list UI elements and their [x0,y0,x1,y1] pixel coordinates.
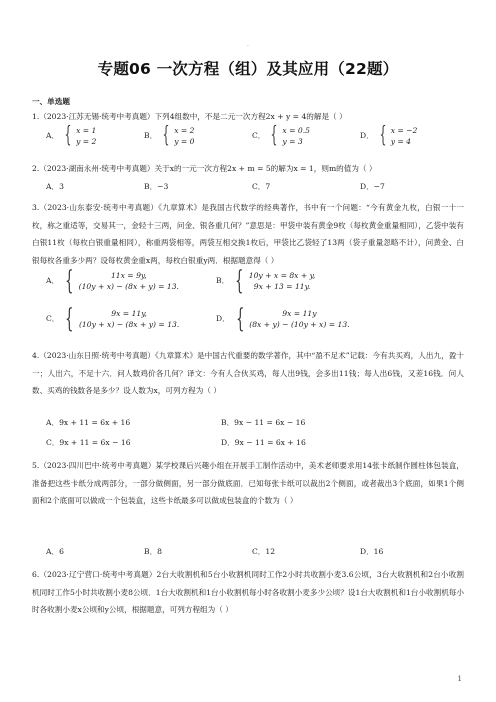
question-4-options-cd [46,436,466,450]
q3-option-d [216,306,396,332]
q1-b-line2: y = 0 [174,137,195,146]
brace-icon: { [270,123,278,148]
brace-icon: { [235,304,245,334]
brace-icon: { [64,123,72,148]
q4-option-c: C．9x + 11 = 6x − 16 [46,438,131,447]
q1-option-b-label: B． [144,131,158,140]
q3-option-b [216,268,396,294]
q1-a-line2: y = 2 [76,137,97,146]
q5-option-b: B．8 [144,547,163,556]
q2-option-c: C．7 [252,182,271,191]
page-number: 1 [457,675,462,683]
q3-d-line2: (8x + y) − (10y + x) = 13. [249,320,350,329]
q3-b-line2: 9x + 13 = 11y. [253,282,311,291]
q4-option-d: D．9x − 11 = 6x + 16 [221,438,306,447]
q1-option-c [252,125,360,147]
q3-d-line1: 9x = 11y [282,309,317,318]
q3-option-d-label: D． [216,314,230,323]
q3-option-c-label: C． [46,314,60,323]
brace-icon: { [379,123,387,148]
q3-a-line1: 11x = 9y, [110,271,147,280]
q5-option-c: C．12 [252,547,276,556]
q3-b-line1: 10y + x = 8x + y, [248,271,316,280]
page-title: 专题06 一次方程（组）及其应用（22题） [97,60,399,78]
q1-d-line2: y = 4 [390,137,411,146]
question-5-options [46,545,466,559]
q2-option-b: B．−3 [144,182,169,191]
q3-option-c [46,306,216,332]
q1-option-d [360,125,460,147]
question-6-stem: 6.（2023·辽宁营口·统考中考真题）2台大收割机和5台小收割机同时工作2小时共收割小麦3.6公顷，3台大收割机和2台小收割机同时工作5小时共收割小麦8公顷．1台大收割机和1台小收割机每小时各收割小麦多少公顷？设1台大收割机和1台小收割机每小时各收割小麦x公顷和y公顷，根据题意，可列方程组为（ ） [32,570,464,614]
q1-c-line1: x = 0.5 [282,126,310,135]
brace-icon: { [162,123,170,148]
question-4-options-ab [46,416,466,430]
section-heading: 一、单选题 [32,97,70,106]
header-mark: · [247,43,249,50]
q4-option-a: A．9x + 11 = 6x + 16 [46,418,131,427]
q1-d-line1: x = −2 [390,126,418,135]
question-2-stem: 2.（2023·湖南永州·统考中考真题）关于x的一元一次方程2x + m = 5的解为x = 1，则m的值为（ ） [32,164,377,173]
q3-a-line2: (10y + x) − (8x + y) = 13. [78,282,179,291]
q3-option-a-label: A． [46,276,60,285]
q1-option-a-label: A． [46,131,60,140]
q3-c-line1: 9x = 11y, [111,309,147,318]
q3-option-a [46,268,216,294]
q3-option-b-label: B． [216,276,230,285]
q1-option-d-label: D． [360,131,374,140]
q1-option-a [46,125,144,147]
q1-option-b [144,125,252,147]
q3-c-line2: (10y + x) − (8x + y) = 13. [78,320,180,329]
q4-option-b: B．9x − 11 = 6x − 16 [221,418,306,427]
q2-option-d: D．−7 [360,182,385,191]
question-3-options-ab [46,268,466,294]
brace-icon: { [65,304,74,334]
brace-icon: { [65,266,74,296]
q2-option-a: A．3 [46,182,64,191]
q5-option-a: A．6 [46,547,64,556]
q1-b-line1: x = 2 [174,126,195,135]
question-4-stem: 4.（2023·山东日照·统考中考真题）《九章算术》是中国古代重要的数学著作，其中“盈不足术”记载：今有共买鸡，人出九，盈十一；人出六，不足十六．问人数鸡价各几何？译文：今有人合伙买鸡，每人出9钱，会多出11钱；每人出6钱，又差16钱．问人数、买鸡的钱数各是多少？设人数为x，可列方程为（ ） [32,351,464,395]
q5-option-d: D．16 [360,547,384,556]
question-1-options [46,125,466,147]
brace-icon: { [235,266,244,296]
q1-a-line1: x = 1 [76,126,97,135]
question-5-stem: 5.（2023·四川巴中·统考中考真题）某学校课后兴趣小组在开展手工制作活动中，美术老师要求用14张卡纸制作圆柱体包装盒，准备把这些卡纸分成两部分，一部分做侧面，另一部分做底面．已知每张卡纸可以裁出2个侧面，或者裁出3个底面，如果1个侧面和2个底面可以做成一个包装盒，这些卡纸最多可以做成包装盒的个数为（ ） [32,461,464,505]
q1-option-c-label: C． [252,131,266,140]
question-3-stem: 3.（2023·山东泰安·统考中考真题）《九章算术》是我国古代数学的经典著作，书中有一个问题：“今有黄金九枚，白银一十一枚，称之重适等，交易其一，金轻十三两，问金、银各重几何？”意思是：甲袋中装有黄金9枚（每枚黄金重量相同），乙袋中装有白银11枚（每枚白银重量相同），称重两袋相等，两袋互相交换1枚后，甲袋比乙袋轻了13两（袋子重量忽略不计），问黄金、白银每枚各重多少两？设每枚黄金重x两，每枚白银重y两．根据题意得（ ） [32,203,464,265]
question-2-options [46,180,466,194]
q1-c-line2: y = 3 [282,137,303,146]
question-3-options-cd [46,306,466,332]
question-1-stem: 1.（2023·江苏无锡·统考中考真题）下列4组数中，不是二元一次方程2x + y = 4的解是（ ） [32,112,347,121]
